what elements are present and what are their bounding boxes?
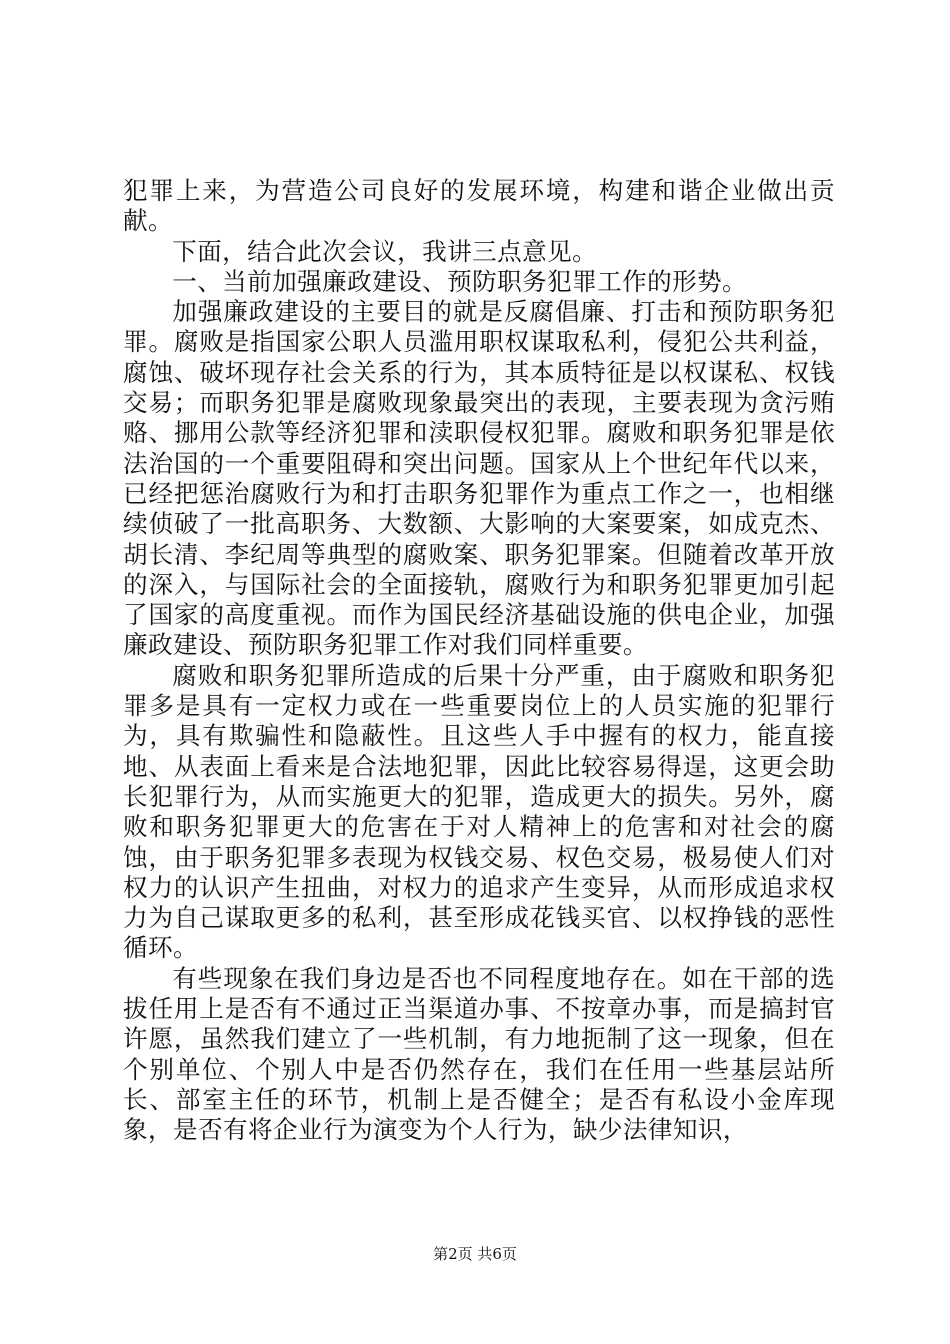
paragraph-5: 腐败和职务犯罪所造成的后果十分严重，由于腐败和职务犯罪多是具有一定权力或在一些重要岗位上的人员实施的犯罪行为，具有欺骗性和隐蔽性。且这些人手中握有的权力，能直接地、从表面上看来是合法地犯罪，因此比较容易得逞，这更会助长犯罪行为，从而实施更大的犯罪，造成更大的损失。另外，腐败和职务犯罪更大的危害在于对人精神上的危害和对社会的腐蚀，由于职务犯罪多表现为权钱交易、权色交易，极易使人们对权力的认识产生扭曲，对权力的追求产生变异，从而形成追求权力为自己谋取更多的私利，甚至形成花钱买官、以权挣钱的恶性循环。 (123, 660, 835, 963)
paragraph-6: 有些现象在我们身边是否也不同程度地存在。如在干部的选拔任用上是否有不通过正当渠道办事、不按章办事，而是搞封官许愿，虽然我们建立了一些机制，有力地扼制了这一现象，但在个别单位、个别人中是否仍然存在，我们在任用一些基层站所长、部室主任的环节，机制上是否健全；是否有私设小金库现象，是否有将企业行为演变为个人行为，缺少法律知识， (123, 963, 835, 1145)
section-heading: 一、当前加强廉政建设、预防职务犯罪工作的形势。 (172, 266, 748, 296)
paragraph-4: 加强廉政建设的主要目的就是反腐倡廉、打击和预防职务犯罪。腐败是指国家公职人员滥用职权谋取私利，侵犯公共利益，腐蚀、破坏现存社会关系的行为，其本质特征是以权谋私、权钱交易；而职务犯罪是腐败现象最突出的表现，主要表现为贪污贿赂、挪用公款等经济犯罪和渎职侵权犯罪。腐败和职务犯罪是依法治国的一个重要阻碍和突出问题。国家从上个世纪年代以来，已经把惩治腐败行为和打击职务犯罪作为重点工作之一，也相继续侦破了一批高职务、大数额、大影响的大案要案，如成克杰、胡长清、李纪周等典型的腐败案、职务犯罪案。但随着改革开放的深入，与国际社会的全面接轨，腐败行为和职务犯罪更加引起了国家的高度重视。而作为国民经济基础设施的供电企业，加强廉政建设、预防职务犯罪工作对我们同样重要。 (123, 297, 835, 660)
paragraph-2: 下面，结合此次会议，我讲三点意见。 (172, 236, 598, 266)
document-body (123, 176, 835, 1146)
paragraph-1: 犯罪上来，为营造公司良好的发展环境，构建和谐企业做出贡献。 (123, 176, 835, 236)
page-footer: 第2页 共6页 (433, 1245, 517, 1263)
